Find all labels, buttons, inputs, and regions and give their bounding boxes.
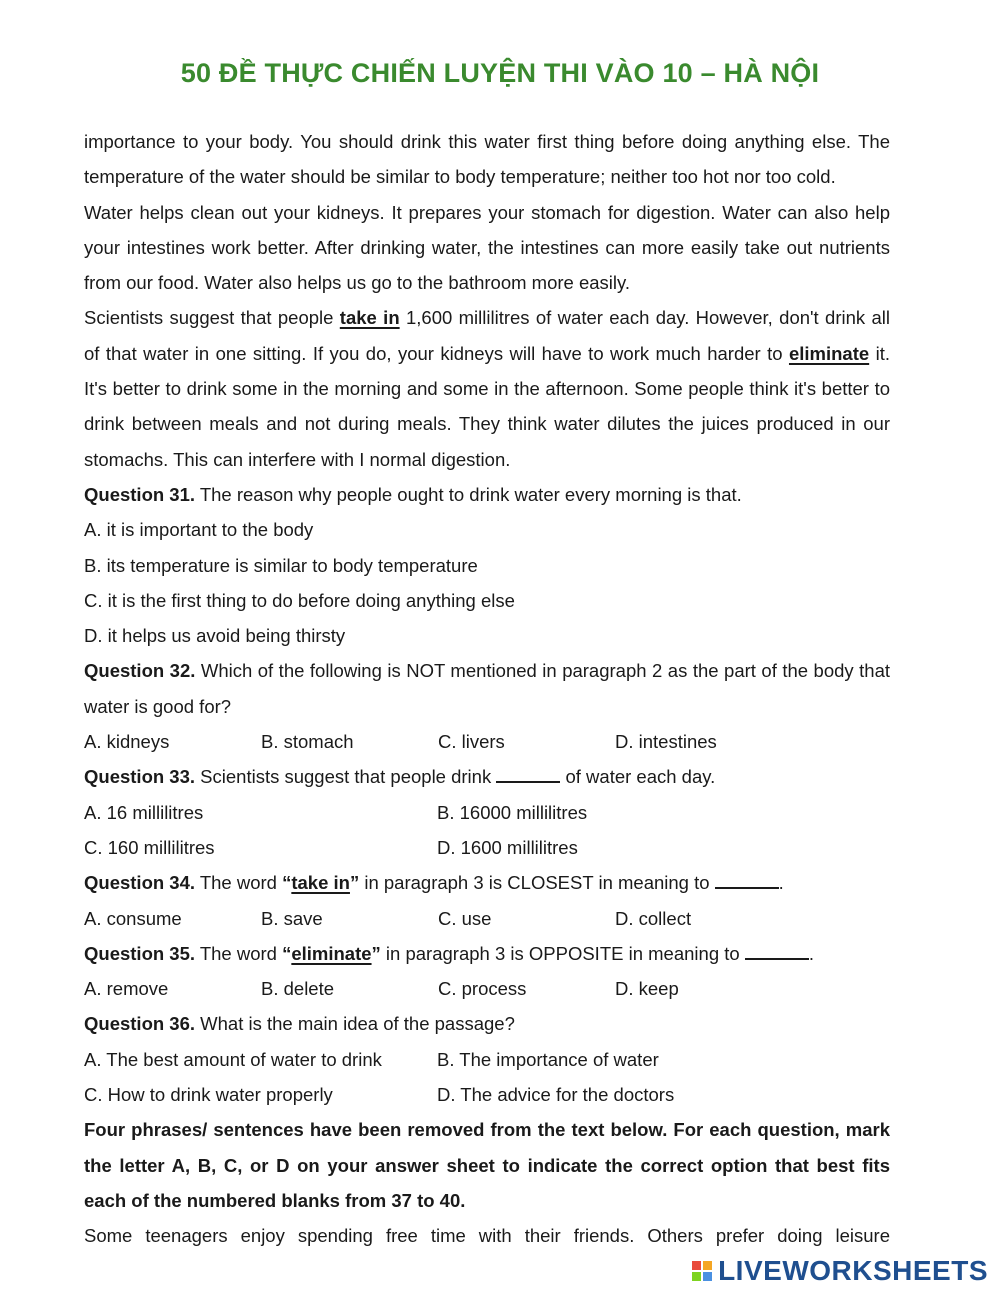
question-31-text: The reason why people ought to drink water every morning is that. (195, 483, 742, 505)
q35-options (84, 971, 890, 1006)
liveworksheets-logo-text: LIVEWORKSHEETS (718, 1255, 988, 1286)
q33-option-c[interactable]: C. 160 millilitres (84, 836, 215, 858)
question-33 (84, 759, 890, 794)
passage-paragraph-1: importance to your body. You should drink this water first thing before doing anything else. The temperature of the water should be similar to body temperature; neither too hot nor too cold. (84, 131, 890, 188)
p3-text-c: it. It's better to drink some in the morning and some in the afternoon. Some people think it's better to drink between meals and not during meals. They think water dilutes the juices produced in our stomachs. This can interfere with I normal digestion. (84, 342, 890, 470)
next-passage-start: Some teenagers enjoy spending free time with their friends. Others prefer doing leisure (84, 1225, 890, 1247)
q35-option-b[interactable]: B. delete (261, 978, 335, 1000)
question-34 (84, 865, 890, 900)
logo-square-orange (703, 1261, 712, 1270)
question-33-text-a: Scientists suggest that people drink (195, 766, 497, 788)
question-32-label: Question 32. (84, 660, 196, 682)
q33-option-a[interactable]: A. 16 millilitres (84, 801, 204, 823)
liveworksheets-watermark (692, 1254, 988, 1288)
logo-square-red (692, 1261, 701, 1270)
section-instructions-text: Four phrases/ sentences have been removed from the text below. For each question, mark the letter A, B, C, or D on your answer sheet to indicate the correct option that best fits each of the numbered blanks from 37 to 40. (84, 1119, 890, 1211)
q31-option-c[interactable]: C. it is the first thing to do before doing anything else (84, 589, 515, 611)
q31-option-b[interactable]: B. its temperature is similar to body temperature (84, 554, 478, 576)
q36-option-c[interactable]: C. How to drink water properly (84, 1084, 333, 1106)
q32-options (84, 724, 890, 759)
q36-options-row-2 (84, 1077, 890, 1112)
q34-option-b[interactable]: B. save (261, 907, 323, 929)
page-header-title: 50 ĐỀ THỰC CHIẾN LUYỆN THI VÀO 10 – HÀ NỘI (180, 58, 820, 88)
q35-blank[interactable] (745, 942, 809, 960)
question-35 (84, 936, 890, 971)
p3-text-a: Scientists suggest that people (84, 307, 340, 329)
q34-word: take in (291, 872, 350, 894)
q32-option-c[interactable]: C. livers (438, 731, 505, 753)
question-31 (84, 477, 890, 512)
q34-option-c[interactable]: C. use (438, 907, 492, 929)
p3-text-b: 1,600 millilitres of water each day. However, don't drink all of that water in one sitting. If you do, your kidneys will have to work much harder to (84, 307, 891, 364)
q32-option-d[interactable]: D. intestines (615, 731, 717, 753)
question-36-label: Question 36. (84, 1013, 196, 1035)
q35-word: eliminate (291, 942, 372, 964)
q33-option-b[interactable]: B. 16000 millilitres (437, 801, 588, 823)
passage-paragraph-3 (84, 300, 890, 476)
question-34-text-c: . (778, 872, 784, 894)
q33-options-row-2 (84, 830, 890, 865)
question-32-text: Which of the following is NOT mentioned in paragraph 2 as the part of the body that water is good for? (84, 660, 891, 717)
worksheet-content (84, 124, 890, 1254)
q34-blank[interactable] (715, 871, 779, 889)
q34-options (84, 901, 890, 936)
q36-option-b[interactable]: B. The importance of water (437, 1048, 659, 1070)
q33-option-d[interactable]: D. 1600 millilitres (437, 836, 578, 858)
q35-quote-close: ” (371, 942, 381, 964)
question-36-text: What is the main idea of the passage? (195, 1013, 515, 1035)
q35-quote-open: “ (282, 942, 292, 964)
eliminate-highlight: eliminate (788, 342, 870, 364)
question-35-text-a: The word (195, 942, 283, 964)
question-34-label: Question 34. (84, 872, 196, 894)
q33-blank[interactable] (496, 765, 560, 783)
q32-option-b[interactable]: B. stomach (261, 731, 354, 753)
question-35-text-b: in paragraph 3 is OPPOSITE in meaning to (380, 942, 745, 964)
q33-options-row-1 (84, 795, 890, 830)
question-31-label: Question 31. (84, 483, 196, 505)
logo-square-green (692, 1272, 701, 1281)
q35-option-a[interactable]: A. remove (84, 978, 169, 1000)
take-in-highlight: take in (339, 307, 400, 329)
q34-quote-close: ” (349, 872, 360, 894)
q35-option-d[interactable]: D. keep (615, 978, 679, 1000)
question-34-text-a: The word (195, 872, 283, 894)
passage-paragraph-2: Water helps clean out your kidneys. It prepares your stomach for digestion. Water can also help your intestines work better. After drinking water, the intestines can more easily take out nutrients from our food. Water also helps us go to the bathroom more easily. (84, 201, 890, 294)
q36-option-a[interactable]: A. The best amount of water to drink (84, 1048, 382, 1070)
question-33-text-b: of water each day. (560, 766, 716, 788)
question-32 (84, 653, 890, 724)
q34-quote-open: “ (282, 872, 292, 894)
q34-option-d[interactable]: D. collect (615, 907, 692, 929)
question-34-text-b: in paragraph 3 is CLOSEST in meaning to (359, 872, 715, 894)
question-35-label: Question 35. (84, 942, 196, 964)
question-36 (84, 1006, 890, 1041)
q32-option-a[interactable]: A. kidneys (84, 731, 170, 753)
q35-option-c[interactable]: C. process (438, 978, 527, 1000)
question-35-text-c: . (808, 942, 814, 964)
q36-option-d[interactable]: D. The advice for the doctors (437, 1084, 675, 1106)
q31-option-a[interactable]: A. it is important to the body (84, 519, 314, 541)
q31-option-d[interactable]: D. it helps us avoid being thirsty (84, 625, 346, 647)
question-33-label: Question 33. (84, 766, 196, 788)
q34-option-a[interactable]: A. consume (84, 907, 182, 929)
section-instructions (84, 1112, 890, 1218)
liveworksheets-logo-icon (692, 1261, 712, 1281)
q36-options-row-1 (84, 1042, 890, 1077)
logo-square-blue (703, 1272, 712, 1281)
